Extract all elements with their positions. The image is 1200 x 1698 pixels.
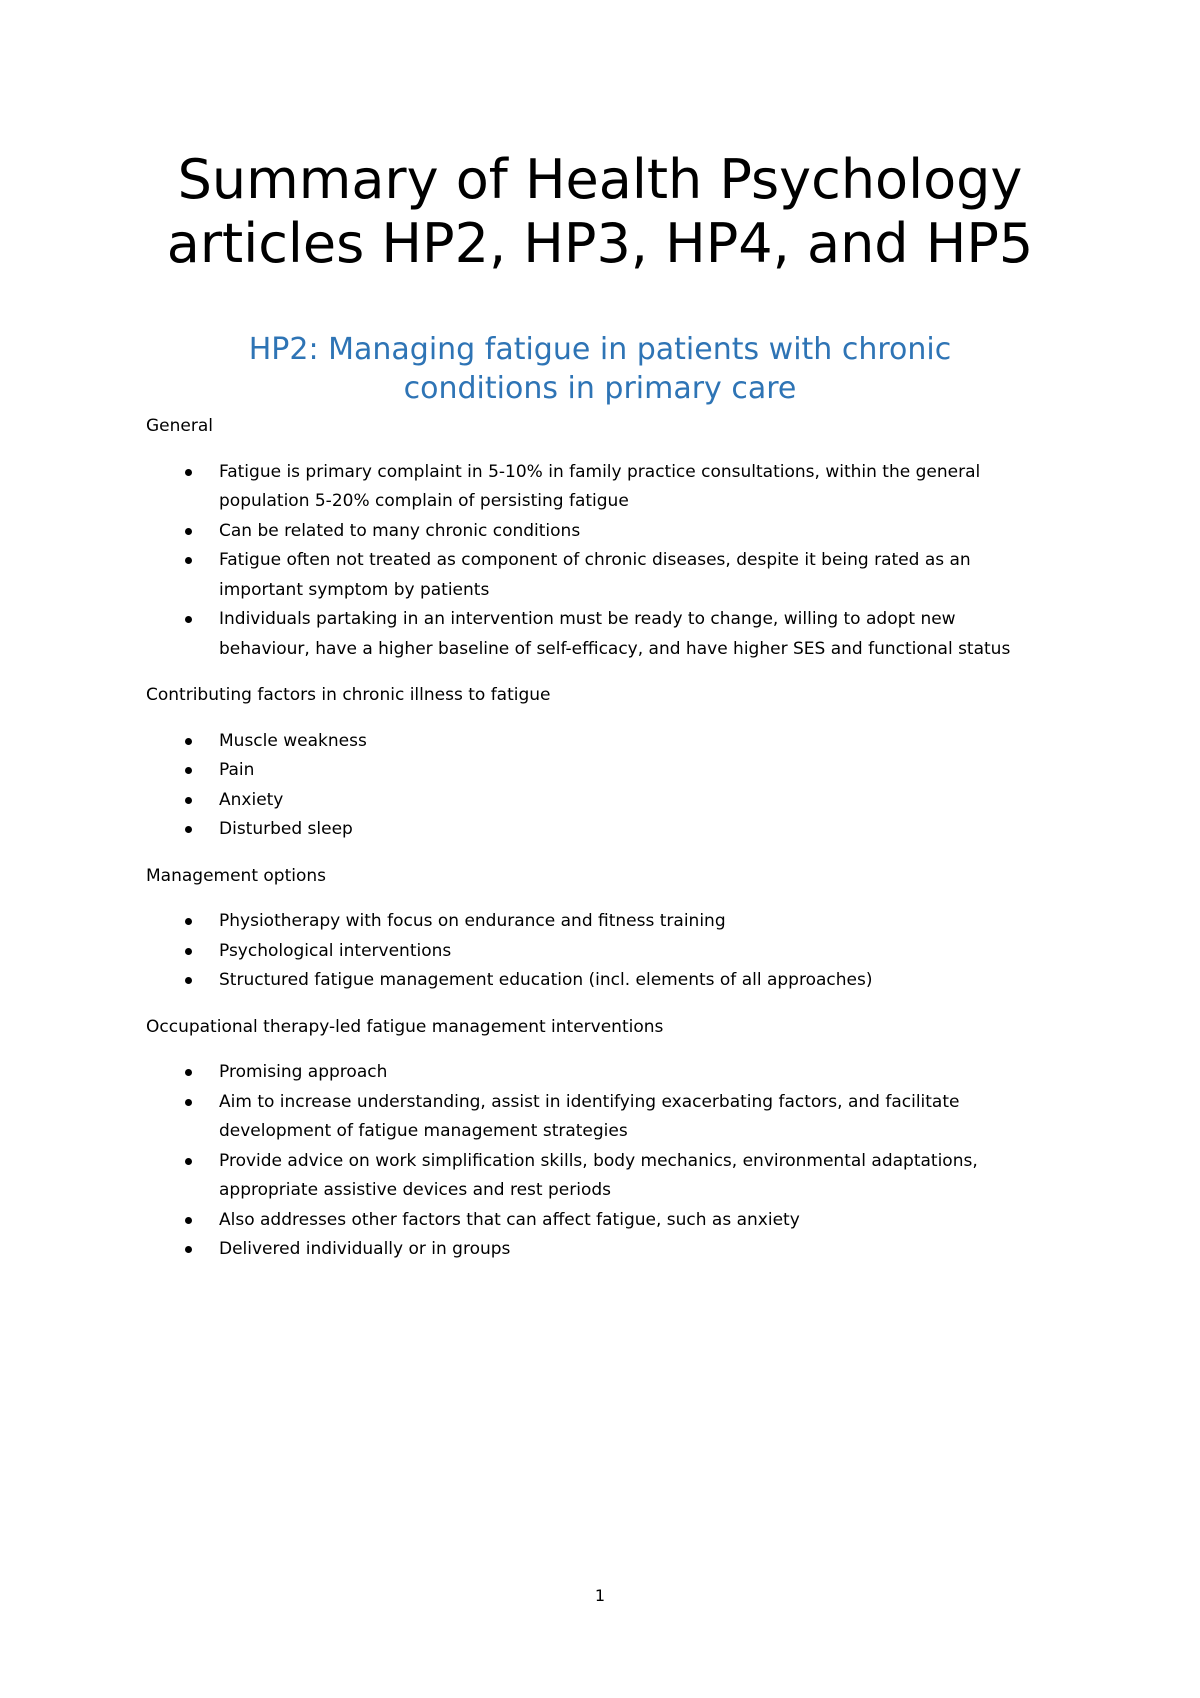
list-item <box>146 1147 1046 1206</box>
list-item <box>146 546 1046 605</box>
bullet-icon <box>185 977 192 984</box>
list-item-text: Physiotherapy with focus on endurance and fitness training <box>219 911 726 931</box>
section-subtitle <box>150 330 1050 408</box>
bullet-list-occupational-therapy <box>146 1058 1046 1265</box>
list-item <box>146 815 1046 845</box>
list-item-text: Psychological interventions <box>219 940 452 961</box>
list-item <box>146 1088 1046 1147</box>
list-item <box>146 786 1046 816</box>
list-item-text: Promising approach <box>219 1062 388 1082</box>
bullet-list-general <box>146 458 1046 665</box>
list-item-text: Fatigue often not treated as component of chronic diseases, despite it being rated as an important symptom by patients <box>219 550 971 600</box>
bullet-icon <box>185 1217 192 1224</box>
list-item-text: Muscle weakness <box>219 730 367 751</box>
list-item <box>146 907 1046 937</box>
list-item <box>146 727 1046 757</box>
list-item <box>146 937 1046 967</box>
document-title <box>100 148 1100 276</box>
list-item <box>146 1235 1046 1265</box>
list-item-text: Provide advice on work simplification skills, body mechanics, environmental adaptations, appropriate assistive devices and rest periods <box>219 1150 978 1200</box>
list-item-text: Pain <box>219 760 255 780</box>
section-heading-management-options: Management options <box>146 865 327 886</box>
list-item-text: Structured fatigue management education (incl. elements of all approaches) <box>219 970 873 990</box>
bullet-icon <box>185 826 192 833</box>
list-item-text: Fatigue is primary complaint in 5-10% in family practice consultations, within the general population 5-20% complain of persisting fatigue <box>219 461 981 511</box>
list-item-text: Also addresses other factors that can affect fatigue, such as anxiety <box>219 1209 800 1230</box>
section-heading-general: General <box>146 416 213 436</box>
list-item <box>146 966 1046 996</box>
bullet-icon <box>185 469 192 476</box>
bullet-list-contributing-factors <box>146 727 1046 845</box>
section-heading-occupational-therapy: Occupational therapy-led fatigue management interventions <box>146 1016 664 1037</box>
bullet-icon <box>185 1099 192 1106</box>
page-number: 1 <box>594 1586 606 1605</box>
list-item <box>146 756 1046 786</box>
list-item-text: Individuals partaking in an intervention must be ready to change, willing to adopt new behaviour, have a higher baseline of self-efficacy, and have higher SES and functional status <box>219 609 1011 659</box>
document-title-line-2: articles HP2, HP3, HP4, and HP5 <box>166 212 1034 275</box>
list-item <box>146 1058 1046 1088</box>
bullet-icon <box>185 918 192 925</box>
bullet-icon <box>185 528 192 535</box>
list-item-text: Aim to increase understanding, assist in identifying exacerbating factors, and facilitate development of fatigue management strategies <box>219 1091 960 1141</box>
bullet-icon <box>185 797 192 804</box>
list-item-text: Anxiety <box>219 789 284 810</box>
section-subtitle-line-1: HP2: Managing fatigue in patients with chronic <box>248 332 952 367</box>
bullet-list-management-options <box>146 907 1046 996</box>
list-item-text: Delivered individually or in groups <box>219 1239 511 1259</box>
bullet-icon <box>185 557 192 564</box>
list-item <box>146 458 1046 517</box>
list-item <box>146 605 1046 664</box>
bullet-icon <box>185 1246 192 1253</box>
document-body <box>146 412 1046 1282</box>
document-title-line-1: Summary of Health Psychology <box>177 148 1023 211</box>
list-item-text: Disturbed sleep <box>219 819 353 839</box>
section-heading-contributing-factors: Contributing factors in chronic illness to fatigue <box>146 685 551 705</box>
section-subtitle-line-2: conditions in primary care <box>403 371 797 406</box>
bullet-icon <box>185 1158 192 1165</box>
bullet-icon <box>185 616 192 623</box>
bullet-icon <box>185 1069 192 1076</box>
list-item-text: Can be related to many chronic conditions <box>219 520 581 541</box>
bullet-icon <box>185 738 192 745</box>
list-item <box>146 1206 1046 1236</box>
list-item <box>146 517 1046 547</box>
bullet-icon <box>185 767 192 774</box>
bullet-icon <box>185 948 192 955</box>
